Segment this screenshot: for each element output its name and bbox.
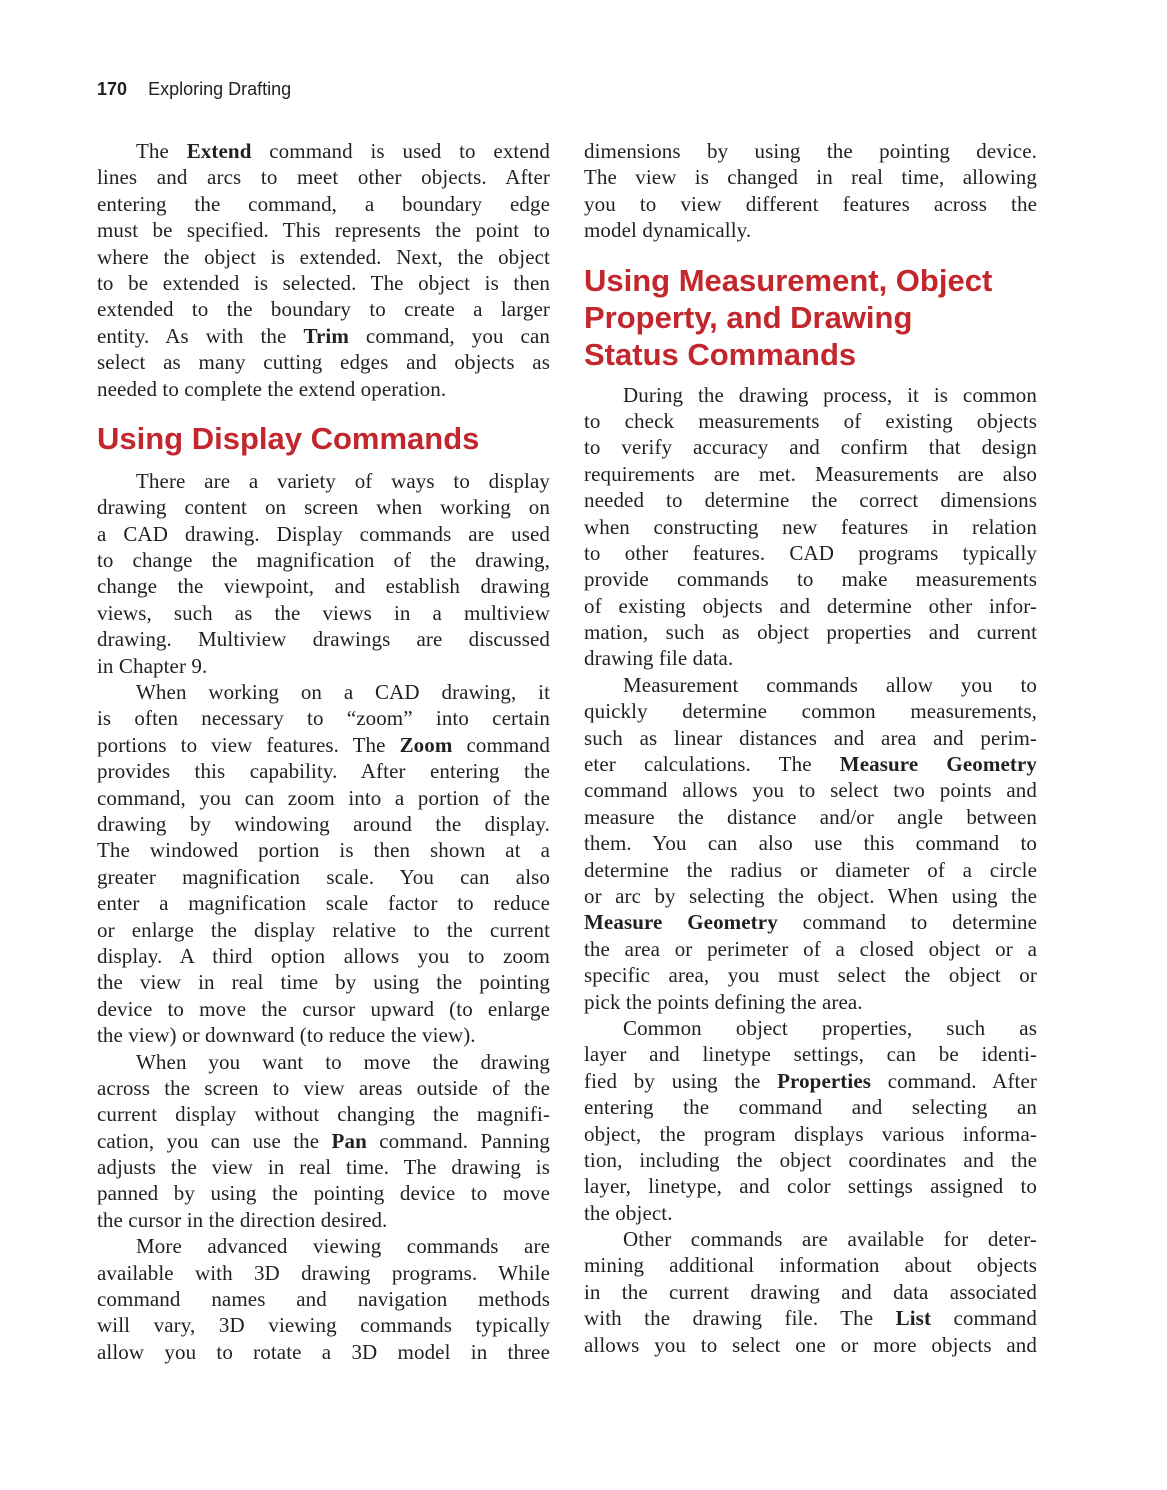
text-run: when constructing new features in relation [584, 514, 1037, 539]
text-run: greater magnification scale. You can also [97, 864, 550, 889]
text-run: them. You can also use this command to [584, 831, 1037, 856]
text-run: command to determine [777, 910, 1037, 935]
text-run: provides this capability. After entering the [97, 759, 550, 784]
text-line [97, 653, 550, 679]
text-line [97, 217, 550, 243]
text-line [584, 1173, 1037, 1199]
text-line [97, 1154, 550, 1180]
text-line [584, 1015, 1037, 1041]
bold-command-term: Extend [186, 139, 252, 163]
text-run: to other features. CAD programs typically [584, 540, 1037, 565]
text-run: quickly determine common measurements, [584, 699, 1037, 724]
text-run: the cursor in the direction desired. [97, 1207, 388, 1232]
text-run: determine the radius or diameter of a circle [584, 857, 1037, 882]
text-line [97, 758, 550, 784]
text-run: to verify accuracy and confirm that design [584, 435, 1037, 460]
text-run: entity. As with the [97, 323, 304, 348]
text-run: the object. [584, 1200, 673, 1225]
text-run: provide commands to make measurements [584, 567, 1037, 592]
text-run: you to view different features across the [584, 191, 1037, 216]
paragraph [97, 138, 550, 402]
text-line [97, 917, 550, 943]
text-line [97, 864, 550, 890]
text-run: mation, such as object properties and current [584, 620, 1037, 645]
text-line [584, 1094, 1037, 1120]
text-line [97, 323, 550, 349]
text-run: panned by using the pointing device to move [97, 1181, 550, 1206]
text-run: model dynamically. [584, 218, 752, 243]
text-run: to be extended is selected. The object is then [97, 270, 550, 295]
text-run: command allows you to select two points and [584, 778, 1037, 803]
text-line [97, 349, 550, 375]
section-heading-measurement-commands [584, 262, 1037, 373]
page-number: 170 [97, 79, 128, 99]
text-run: mining additional information about objects [584, 1253, 1037, 1278]
text-run: the area or perimeter of a closed object or a [584, 936, 1037, 961]
paragraph [584, 672, 1037, 1015]
text-run: drawing. Multiview drawings are discussed [97, 627, 550, 652]
text-run: enter a magnification scale factor to reduce [97, 891, 550, 916]
text-run: portions to view features. The [97, 732, 400, 757]
text-run: will vary, 3D viewing commands typically [97, 1313, 550, 1338]
text-line [584, 1332, 1037, 1358]
text-line [584, 909, 1037, 935]
text-run: needed to determine the correct dimensions [584, 488, 1037, 513]
text-run: change the viewpoint, and establish drawing [97, 574, 550, 599]
book-title: Exploring Drafting [148, 79, 292, 99]
text-line [97, 969, 550, 995]
text-run: Measurement commands allow you to [623, 672, 1037, 697]
text-line [584, 1279, 1037, 1305]
heading-line: Property, and Drawing [584, 299, 913, 335]
text-run: layer and linetype settings, can be identi- [584, 1042, 1037, 1067]
text-run: command [452, 732, 550, 757]
text-run: The windowed portion is then shown at a [97, 838, 550, 863]
text-line [97, 521, 550, 547]
text-line [584, 1121, 1037, 1147]
text-line [97, 1049, 550, 1075]
bold-command-term: Zoom [399, 732, 453, 757]
text-run: adjusts the view in real time. The drawing is [97, 1155, 550, 1180]
paragraph [584, 1015, 1037, 1226]
text-line [584, 1068, 1037, 1094]
text-line [97, 890, 550, 916]
text-run: a CAD drawing. Display commands are used [97, 521, 550, 546]
text-run: to change the magnification of the drawing, [97, 548, 550, 573]
text-run: such as linear distances and area and perim- [584, 725, 1037, 750]
text-run: During the drawing process, it is common [623, 382, 1037, 407]
text-run: specific area, you must select the object or [584, 963, 1037, 988]
paragraph [584, 382, 1037, 672]
text-line [584, 164, 1037, 190]
text-line [97, 296, 550, 322]
text-run: command, you can [348, 323, 550, 348]
text-run: is often necessary to “zoom” into certain [97, 706, 550, 731]
text-run: command, you can zoom into a portion of the [97, 785, 550, 810]
text-line [97, 785, 550, 811]
text-line [584, 514, 1037, 540]
text-line [97, 1233, 550, 1259]
paragraph [97, 468, 550, 679]
text-line [584, 857, 1037, 883]
text-line [97, 547, 550, 573]
text-line [584, 217, 1037, 243]
text-run: dimensions by using the pointing device. [584, 139, 1037, 163]
text-run: available with 3D drawing programs. While [97, 1260, 550, 1285]
text-run: allow you to rotate a 3D model in three [97, 1339, 550, 1364]
text-line [584, 751, 1037, 777]
text-run: Other commands are available for deter- [623, 1227, 1037, 1252]
section-heading-display-commands: Using Display Commands [97, 420, 480, 456]
text-run: fied by using the [584, 1068, 778, 1093]
text-line [584, 461, 1037, 487]
text-line [584, 725, 1037, 751]
paragraph [97, 1233, 550, 1365]
paragraph [584, 1226, 1037, 1358]
text-run: current display without changing the magnifi- [97, 1102, 550, 1127]
text-run: display. A third option allows you to zoom [97, 943, 550, 968]
text-run: There are a variety of ways to display [136, 468, 550, 493]
text-line [97, 1339, 550, 1365]
text-line [584, 138, 1037, 164]
text-run: in the current drawing and data associated [584, 1279, 1037, 1304]
text-line [584, 382, 1037, 408]
text-line [97, 1180, 550, 1206]
text-line [584, 777, 1037, 803]
paragraph [584, 138, 1037, 244]
bold-command-term: Measure Geometry [584, 910, 778, 935]
text-line [97, 996, 550, 1022]
text-run: extended to the boundary to create a larger [97, 297, 550, 322]
text-run: pick the points defining the area. [584, 989, 863, 1014]
text-run: layer, linetype, and color settings assigned to [584, 1174, 1037, 1199]
text-run: entering the command, a boundary edge [97, 191, 550, 216]
left-column [97, 138, 550, 1365]
text-run: views, such as the views in a multiview [97, 600, 550, 625]
bold-command-term: Trim [303, 323, 349, 348]
text-run: When working on a CAD drawing, it [136, 680, 550, 705]
text-run: The [136, 139, 187, 163]
text-line [97, 600, 550, 626]
text-line [97, 270, 550, 296]
text-line [97, 1128, 550, 1154]
text-run: the view) or downward (to reduce the view). [97, 1023, 476, 1048]
text-line [584, 672, 1037, 698]
text-run: command names and navigation methods [97, 1287, 550, 1312]
text-run: command. After [871, 1068, 1037, 1093]
text-run: where the object is extended. Next, the object [97, 244, 550, 269]
text-line [97, 376, 550, 402]
text-run: Common object properties, such as [623, 1015, 1037, 1040]
text-line [584, 566, 1037, 592]
text-line [584, 883, 1037, 909]
text-line [97, 943, 550, 969]
text-run: drawing file data. [584, 646, 734, 671]
text-line [97, 732, 550, 758]
text-line [97, 811, 550, 837]
right-column [584, 138, 1037, 1358]
text-run: command is used to extend [251, 139, 550, 163]
text-line [584, 619, 1037, 645]
text-line [584, 191, 1037, 217]
text-run: eter calculations. The [584, 752, 840, 777]
text-line [584, 1147, 1037, 1173]
text-run: command. Panning [366, 1128, 550, 1153]
bold-command-term: List [895, 1306, 932, 1331]
text-run: device to move the cursor upward (to enlarge [97, 996, 550, 1021]
text-line [584, 434, 1037, 460]
heading-line: Using Measurement, Object [584, 262, 993, 298]
text-run: must be specified. This represents the point to [97, 218, 550, 243]
text-run: in Chapter 9. [97, 653, 208, 678]
text-line [584, 1041, 1037, 1067]
text-line [584, 962, 1037, 988]
text-line [97, 1022, 550, 1048]
text-run: tion, including the object coordinates and the [584, 1147, 1037, 1172]
text-run: measure the distance and/or angle between [584, 804, 1037, 829]
text-run: command [931, 1306, 1037, 1331]
running-head [97, 79, 291, 100]
text-line [97, 1075, 550, 1101]
text-run: The view is changed in real time, allowing [584, 165, 1037, 190]
text-run: or arc by selecting the object. When using the [584, 883, 1037, 908]
text-run: select as many cutting edges and objects as [97, 350, 550, 375]
text-run: When you want to move the drawing [136, 1049, 550, 1074]
text-line [97, 1286, 550, 1312]
text-line [584, 1305, 1037, 1331]
text-line [97, 1312, 550, 1338]
text-line [584, 593, 1037, 619]
bold-command-term: Measure Geometry [839, 752, 1037, 777]
text-run: of existing objects and determine other infor- [584, 593, 1037, 618]
text-line [584, 804, 1037, 830]
text-run: needed to complete the extend operation. [97, 376, 447, 401]
text-run: the view in real time by using the pointing [97, 970, 550, 995]
text-line [97, 164, 550, 190]
text-run: entering the command and selecting an [584, 1095, 1037, 1120]
text-run: across the screen to view areas outside of the [97, 1075, 550, 1100]
text-run: cation, you can use the [97, 1128, 332, 1153]
text-line [584, 1252, 1037, 1278]
text-run: object, the program displays various informa- [584, 1121, 1037, 1146]
text-line [97, 244, 550, 270]
text-line [584, 698, 1037, 724]
text-run: requirements are met. Measurements are also [584, 461, 1037, 486]
text-run: to check measurements of existing objects [584, 408, 1037, 433]
paragraph [97, 1049, 550, 1234]
text-line [97, 837, 550, 863]
text-line [97, 494, 550, 520]
text-line [97, 468, 550, 494]
text-run: More advanced viewing commands are [136, 1234, 550, 1259]
heading-line: Status Commands [584, 336, 857, 372]
text-line [584, 645, 1037, 671]
text-line [584, 1226, 1037, 1252]
text-line [584, 487, 1037, 513]
text-line [97, 138, 550, 164]
text-run: or enlarge the display relative to the current [97, 917, 550, 942]
text-line [97, 573, 550, 599]
text-line [97, 1260, 550, 1286]
text-line [97, 191, 550, 217]
text-line [584, 989, 1037, 1015]
paragraph [97, 679, 550, 1048]
text-run: drawing by windowing around the display. [97, 811, 550, 836]
text-line [97, 1207, 550, 1233]
text-line [584, 1200, 1037, 1226]
text-line [584, 936, 1037, 962]
text-line [97, 626, 550, 652]
bold-command-term: Pan [331, 1128, 367, 1153]
text-line [584, 408, 1037, 434]
text-run: with the drawing file. The [584, 1306, 896, 1331]
text-line [584, 830, 1037, 856]
text-line [97, 705, 550, 731]
text-line [97, 1101, 550, 1127]
text-run: lines and arcs to meet other objects. After [97, 165, 550, 190]
text-run: drawing content on screen when working on [97, 495, 550, 520]
text-line [97, 679, 550, 705]
text-line [584, 540, 1037, 566]
text-run: allows you to select one or more objects and [584, 1332, 1037, 1357]
bold-command-term: Properties [777, 1068, 872, 1093]
